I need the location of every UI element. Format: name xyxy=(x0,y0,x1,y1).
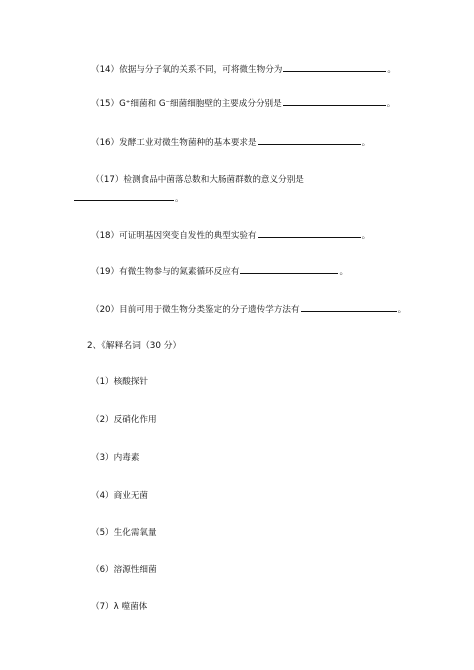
answer-blank-17 xyxy=(74,192,174,201)
question-19-end: 。 xyxy=(339,267,349,277)
question-16-end: 。 xyxy=(361,138,371,148)
question-15-text: （15）G⁺细菌和 G⁻细菌细胞壁的主要成分分别是 xyxy=(91,99,282,109)
question-14-text: （14）依据与分子氧的关系不同，可将微生物分为 xyxy=(91,65,283,75)
answer-blank-20 xyxy=(301,303,397,312)
answer-blank-15 xyxy=(283,97,386,106)
answer-blank-14 xyxy=(283,63,386,72)
question-16-text: （16）发酵工业对微生物菌种的基本要求是 xyxy=(91,138,257,148)
term-item-4: （4）商业无菌 xyxy=(91,491,149,501)
answer-blank-19 xyxy=(240,265,338,274)
question-17-text: （（17）检测食品中菌落总数和大肠菌群数的意义分别是 xyxy=(91,175,304,185)
question-17-continuation xyxy=(74,192,184,205)
term-item-6: （6）溶源性细菌 xyxy=(91,565,157,575)
question-14 xyxy=(91,63,396,76)
question-17 xyxy=(91,175,304,186)
question-20-text: （20）目前可用于微生物分类鉴定的分子遗传学方法有 xyxy=(91,305,300,315)
section-2-title: 2、《解释名词（30 分） xyxy=(87,341,182,351)
answer-blank-18 xyxy=(258,229,361,238)
question-20 xyxy=(91,303,406,316)
question-17-end: 。 xyxy=(175,194,184,204)
question-19-text: （19）有微生物参与的氮素循环反应有 xyxy=(91,267,240,277)
answer-blank-16 xyxy=(258,136,361,145)
term-item-7: （7）λ 噬菌体 xyxy=(91,602,148,612)
term-item-5: （5）生化需氧量 xyxy=(91,528,157,538)
question-15 xyxy=(91,97,395,110)
question-18 xyxy=(91,229,370,242)
question-20-end: 。 xyxy=(397,305,407,315)
term-item-2: （2）反硝化作用 xyxy=(91,415,157,425)
question-16 xyxy=(91,136,370,149)
question-15-end: 。 xyxy=(386,99,396,109)
term-item-1: （1）核酸探针 xyxy=(91,377,149,387)
question-18-text: （18）可证明基因突变自发性的典型实验有 xyxy=(91,231,257,241)
term-item-3: （3）内毒素 xyxy=(91,453,140,463)
question-14-end: 。 xyxy=(387,65,397,75)
question-18-end: 。 xyxy=(361,231,371,241)
question-19 xyxy=(91,265,348,278)
